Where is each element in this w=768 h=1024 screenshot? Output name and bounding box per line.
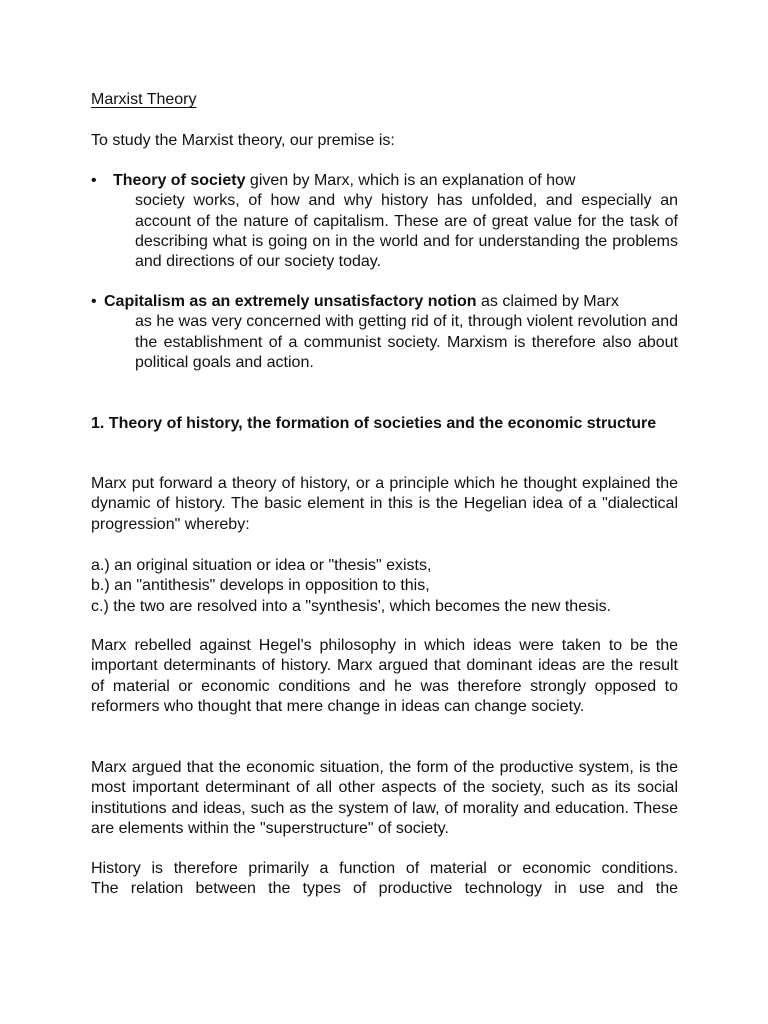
- paragraph-line: The relation between the types of productive technology in use and the: [91, 880, 678, 898]
- paragraph-economic-situation: Marx argued that the economic situation, the form of the productive system, is the most important determinant of all other aspects of the society, such as its social institutions and ideas, such as the system of law, of morality and education. These are elements within the "superstructure" of society.: [91, 759, 678, 837]
- list-item: a.) an original situation or idea or "thesis" exists,: [91, 557, 432, 574]
- intro-text: To study the Marxist theory, our premise is:: [91, 132, 395, 149]
- section-heading: 1. Theory of history, the formation of societies and the economic structure: [91, 415, 657, 432]
- paragraph-history-function: [91, 859, 678, 900]
- bullet-marker: •: [91, 172, 97, 189]
- paragraph-line: History is therefore primarily a function of material or economic conditions.: [91, 860, 678, 877]
- paragraph-dialectic: Marx put forward a theory of history, or a principle which he thought explained the dynamic of history. The basic element in this is the Hegelian idea of a "dialectical progression" whereby:: [91, 475, 678, 533]
- bullet-bold-term: Capitalism as an extremely unsatisfactory notion: [104, 293, 477, 310]
- paragraph-hegel: Marx rebelled against Hegel's philosophy in which ideas were taken to be the important determinants of history. Marx argued that dominant ideas are the result of material or economic conditions and he was therefore strongly opposed to reformers who thought that mere change in ideas can change society.: [91, 637, 678, 715]
- bullet-first-line-text: given by Marx, which is an explanation of how: [245, 172, 576, 189]
- bullet-item-capitalism: [91, 292, 678, 373]
- dialectic-list: [91, 556, 678, 617]
- document-title: Marxist Theory: [91, 91, 197, 108]
- list-item: c.) the two are resolved into a "synthesis', which becomes the new thesis.: [91, 597, 612, 615]
- bullet-bold-term: Theory of society: [113, 172, 246, 189]
- bullet-first-line-text: as claimed by Marx: [476, 293, 619, 310]
- bullet-marker: •: [91, 293, 97, 310]
- bullet-item-theory-of-society: [91, 171, 678, 272]
- list-item: b.) an "antithesis" develops in opposition to this,: [91, 577, 430, 595]
- bullet-continuation-text: as he was very concerned with getting rid of it, through violent revolution and the establishment of a communist society. Marxism is therefore also about political goals and action.: [135, 313, 678, 371]
- bullet-continuation-text: society works, of how and why history has unfolded, and especially an account of the nature of capitalism. These are of great value for the task of describing what is going on in the world and for understanding the problems and directions of our society today.: [135, 192, 678, 271]
